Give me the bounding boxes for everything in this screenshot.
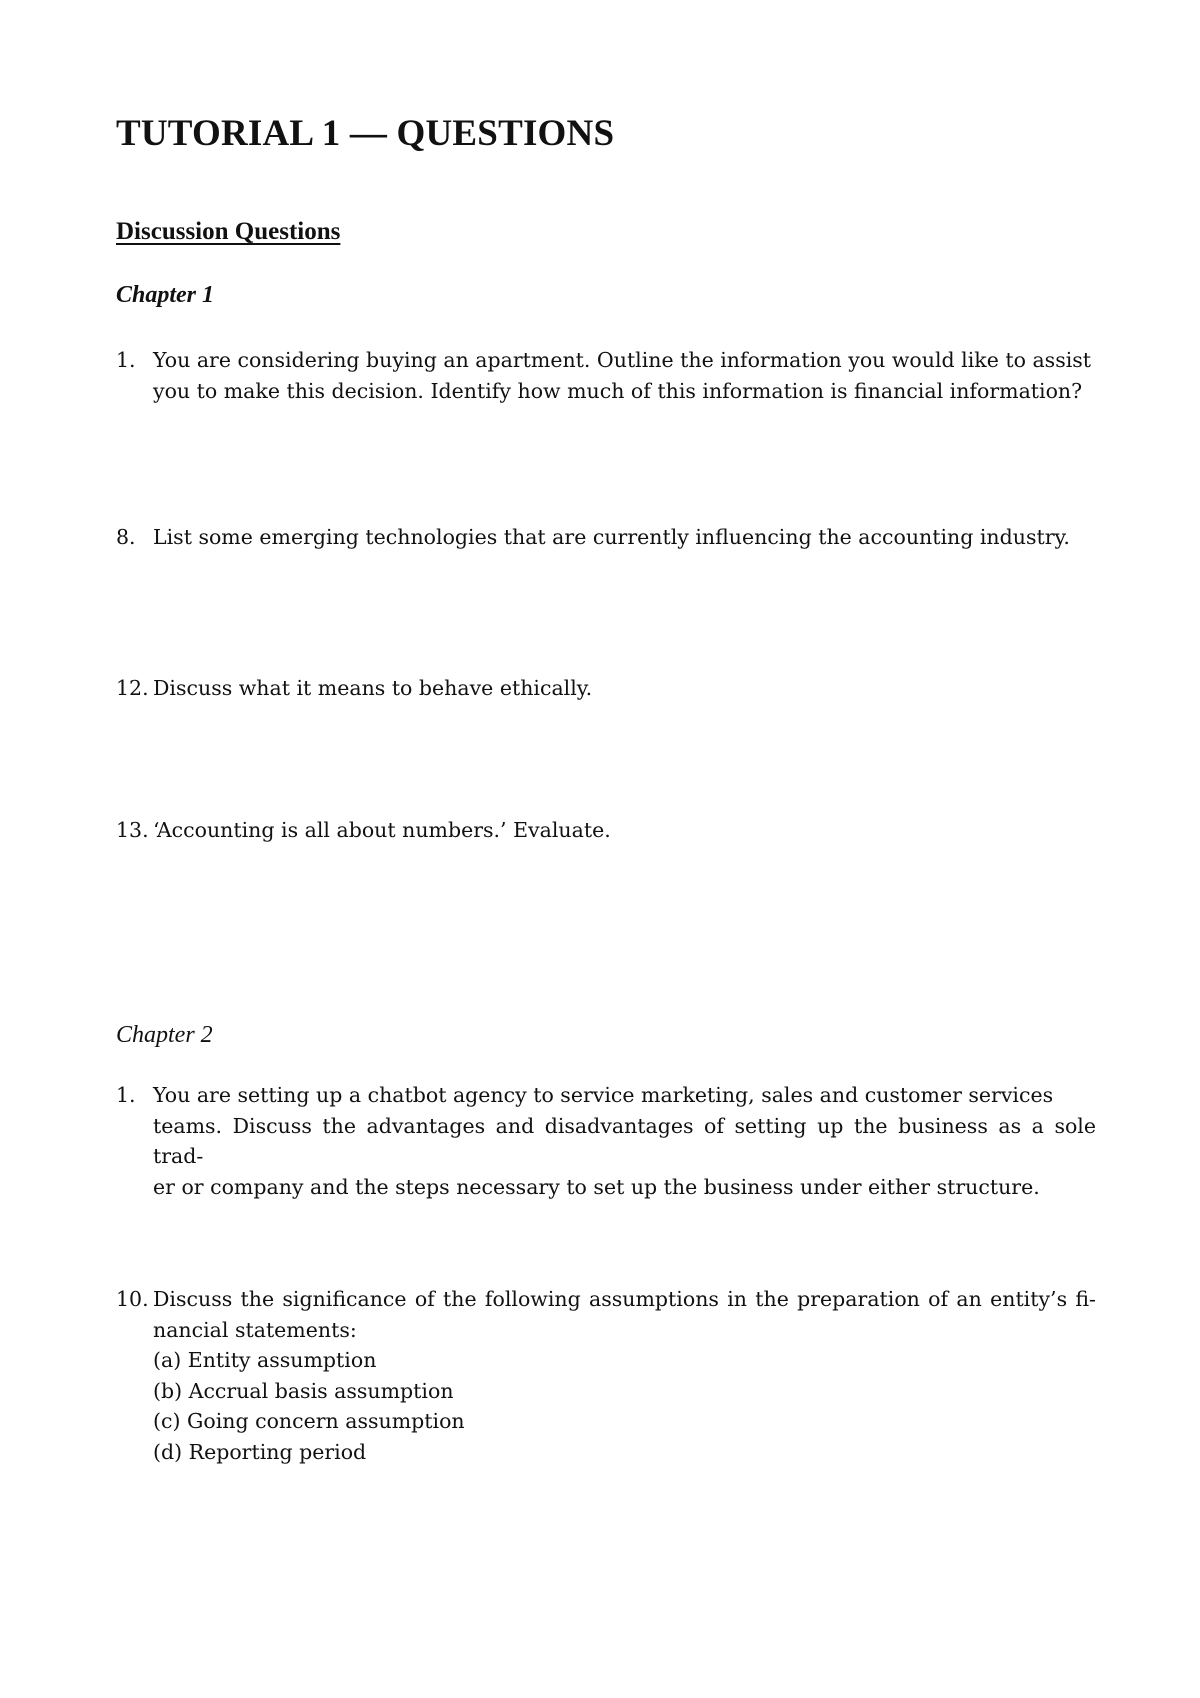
question-line: Discuss the significance of the following assumptions in the preparation of an entity’s fi- <box>153 1287 1096 1311</box>
question-text <box>153 1284 1096 1345</box>
question-text <box>153 673 1096 704</box>
question-text <box>153 815 1096 846</box>
question-ch2-q10 <box>116 1284 1096 1467</box>
page-title: TUTORIAL 1 — QUESTIONS <box>116 113 615 154</box>
question-text <box>153 522 1096 553</box>
question-text <box>153 345 1096 406</box>
question-number: 1. <box>116 348 136 372</box>
question-ch1-q8 <box>116 522 1096 553</box>
question-text <box>153 1080 1096 1202</box>
sub-item-c: (c) Going concern assumption <box>153 1409 465 1433</box>
question-line: teams. Discuss the advantages and disadvantages of setting up the business as a sole trad- <box>153 1113 1096 1168</box>
question-line: You are considering buying an apartment. Outline the information you would like to assist <box>153 348 1092 372</box>
question-number: 10. <box>116 1287 149 1311</box>
question-number: 1. <box>116 1083 136 1107</box>
section-heading-discussion-questions: Discussion Questions <box>116 218 341 245</box>
question-ch2-q1 <box>116 1080 1096 1202</box>
sub-item-list <box>153 1345 1096 1467</box>
question-line: er or company and the steps necessary to set up the business under either structure. <box>153 1174 1040 1199</box>
question-line: You are setting up a chatbot agency to service marketing, sales and customer services <box>153 1083 1054 1107</box>
chapter-heading-1: Chapter 1 <box>116 282 215 308</box>
question-line: you to make this decision. Identify how much of this information is financial information? <box>153 378 1083 403</box>
sub-item-d: (d) Reporting period <box>153 1439 367 1464</box>
chapter-heading-2: Chapter 2 <box>116 1022 213 1048</box>
question-number: 8. <box>116 525 136 549</box>
question-ch1-q13 <box>116 815 1096 846</box>
sub-item-a: (a) Entity assumption <box>153 1348 377 1372</box>
question-number: 13. <box>116 818 149 842</box>
question-ch1-q12 <box>116 673 1096 704</box>
question-line: List some emerging technologies that are currently influencing the accounting industry. <box>153 525 1070 549</box>
question-line: Discuss what it means to behave ethically. <box>153 676 593 700</box>
question-line: ‘Accounting is all about numbers.’ Evaluate. <box>153 818 611 842</box>
question-number: 12. <box>116 676 149 700</box>
sub-item-b: (b) Accrual basis assumption <box>153 1378 454 1403</box>
question-ch1-q1 <box>116 345 1096 406</box>
question-line: nancial statements: <box>153 1317 357 1342</box>
